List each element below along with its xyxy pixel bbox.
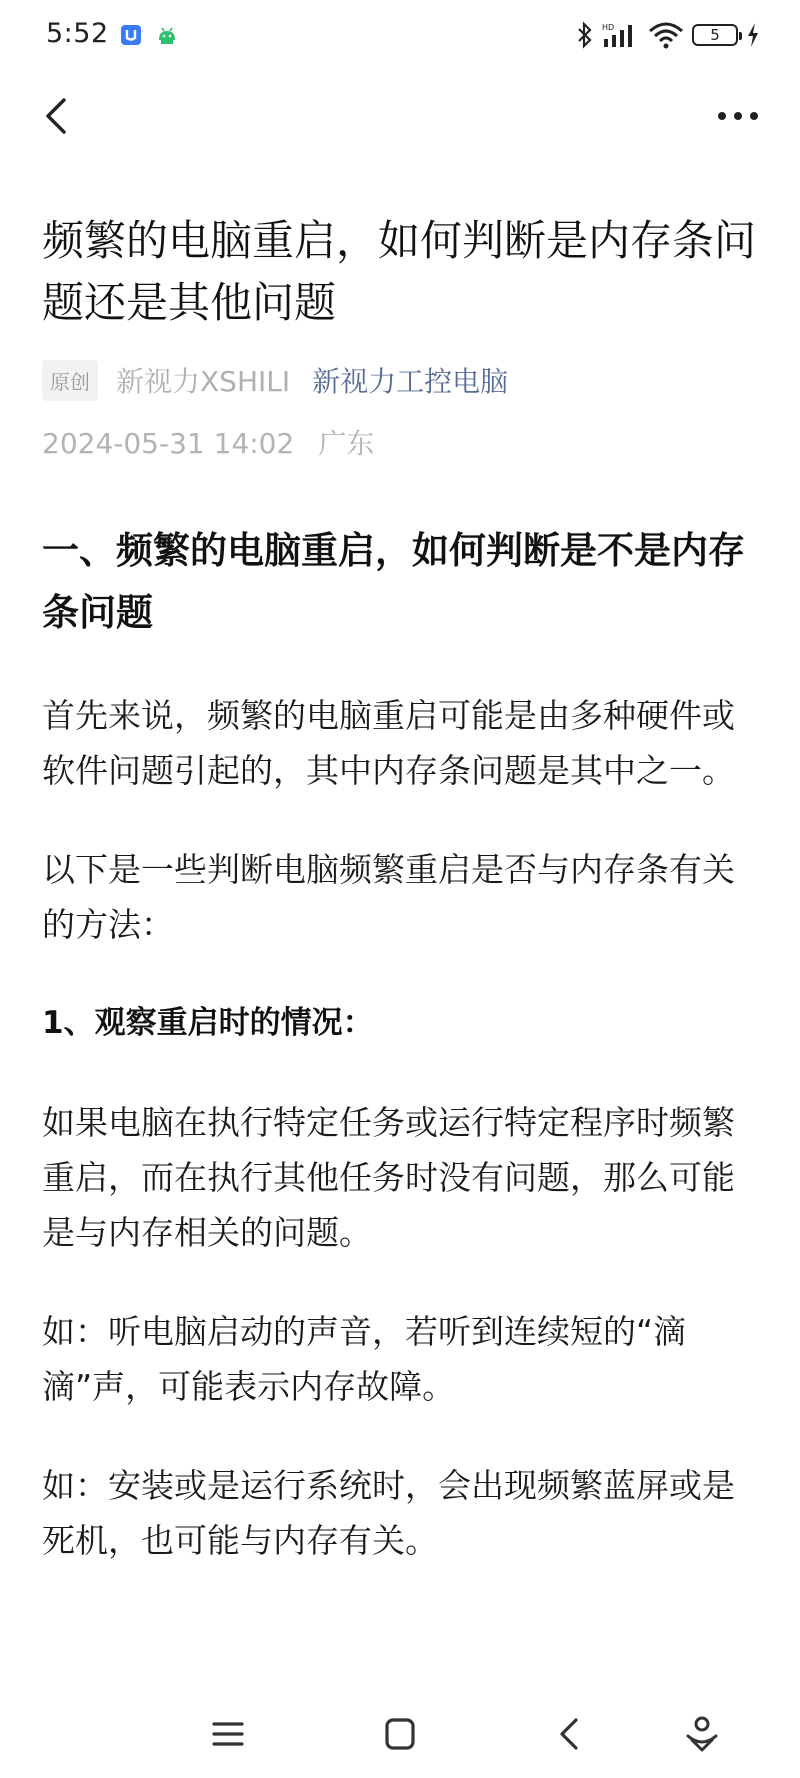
publish-info <box>42 422 762 462</box>
article-body <box>42 520 762 1568</box>
paragraph: 如：听电脑启动的声音，若听到连续短的“滴滴”声，可能表示内存故障。 <box>42 1312 687 1406</box>
article-meta <box>42 360 762 400</box>
publish-location: 广东 <box>318 427 375 460</box>
hd-signal-icon <box>602 21 640 49</box>
battery-level: 5 <box>710 26 720 44</box>
subheading: 1、观察重启时的情况： <box>42 1005 374 1041</box>
status-bar <box>0 0 800 74</box>
paragraph: 以下是一些判断电脑频繁重启是否与内存条有关的方法： <box>42 850 735 944</box>
menu-icon[interactable] <box>206 1712 250 1756</box>
status-indicators <box>576 20 760 50</box>
nav-header <box>0 80 800 150</box>
green-android-icon <box>156 24 178 46</box>
paragraph: 首先来说，频繁的电脑重启可能是由多种硬件或软件问题引起的，其中内存条问题是其中之一。 <box>42 696 735 790</box>
paragraph: 如：安装或是运行系统时，会出现频繁蓝屏或是死机，也可能与内存有关。 <box>42 1466 735 1560</box>
blue-app-icon <box>120 24 142 46</box>
system-navigation-bar <box>0 1688 800 1778</box>
original-tag: 原创 <box>42 360 98 401</box>
publish-date: 2024-05-31 14:02 <box>42 427 295 460</box>
back-chevron-icon[interactable] <box>548 1712 592 1756</box>
wifi-icon <box>648 21 684 49</box>
author-name: 新视力XSHILI <box>116 365 291 398</box>
status-time: 5:52 <box>46 18 109 49</box>
article <box>42 210 762 1568</box>
battery-icon <box>692 24 738 46</box>
svg-text:HD: HD <box>602 23 615 32</box>
more-dots-icon[interactable] <box>716 102 760 130</box>
assistant-icon[interactable] <box>680 1712 724 1756</box>
section-heading: 一、频繁的电脑重启，如何判断是不是内存条问题 <box>42 529 745 634</box>
paragraph: 如果电脑在执行特定任务或运行特定程序时频繁重启，而在执行其他任务时没有问题，那么可能是与内存相关的问题。 <box>42 1103 735 1252</box>
account-link[interactable]: 新视力工控电脑 <box>312 365 509 398</box>
charging-icon <box>746 22 760 48</box>
article-title: 频繁的电脑重启，如何判断是内存条问题还是其他问题 <box>42 216 757 327</box>
chevron-left-icon[interactable] <box>38 94 78 138</box>
bluetooth-icon <box>576 21 594 49</box>
home-square-icon[interactable] <box>378 1712 422 1756</box>
